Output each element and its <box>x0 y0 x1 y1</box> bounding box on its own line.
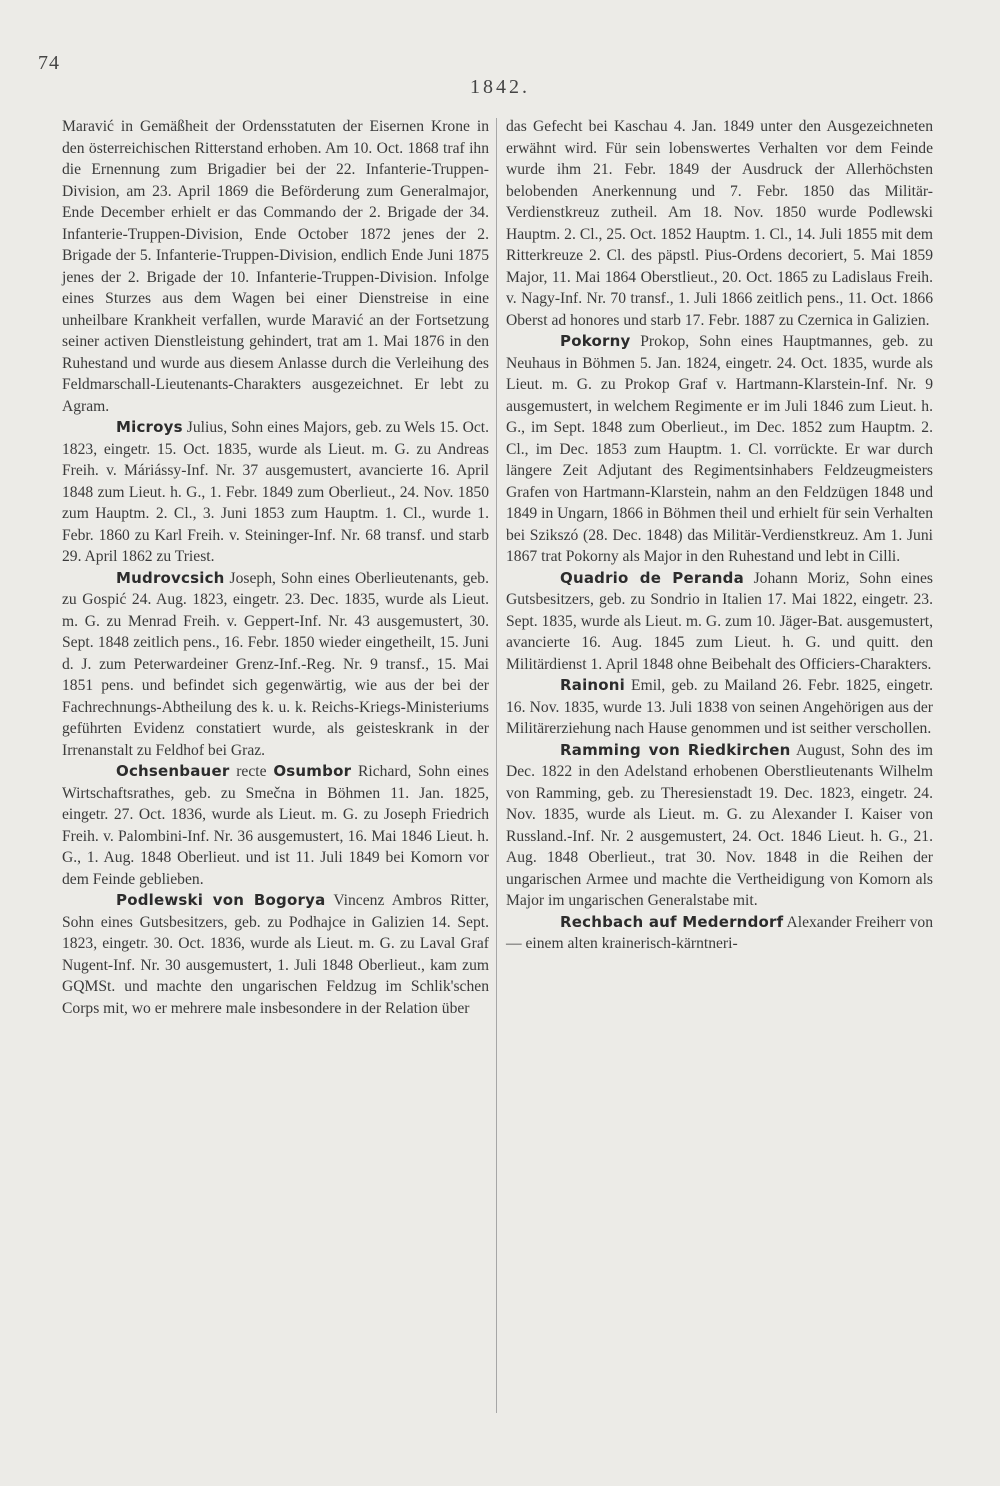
entry-text: August, Sohn des im Dec. 1822 in den Adelstand erhobenen Oberstlieutenants Wilhelm von Ramming, geb. zu Theresienstadt 19. Dec. 1823, eingetr. 24. Nov. 1835, wurde als Lieut. m. G. zu Alexander I. Kaiser von Russland.-Inf. Nr. 2 ausgemustert, 24. Oct. 1846 Lieut. h. G., 21. Aug. 1848 Oberlieut., trat 30. Nov. 1848 in die Reihen der ungarischen Armee und machte die Vertheidigung von Komorn als Major im ungarischen Generalstabe mit. <box>506 741 933 909</box>
biography-entry <box>506 675 933 740</box>
entry-name: Ramming von Riedkirchen <box>560 740 791 759</box>
entry-alias-name: Osumbor <box>273 762 352 780</box>
running-head-year: 1842. <box>470 76 530 98</box>
biography-entry <box>506 912 933 955</box>
entry-name: Ochsenbauer <box>116 762 230 780</box>
entry-name: Mudrovcsich <box>116 568 225 587</box>
entry-text: Emil, geb. zu Mailand 26. Febr. 1825, eingetr. 16. Nov. 1835, wurde 13. Juli 1838 von seinen Angehörigen aus der Militärerziehung nach Hause genommen und ist seither verschollen. <box>506 677 933 737</box>
entry-name: Quadrio de Peranda <box>560 568 744 587</box>
entry-text: Prokop, Sohn eines Hauptmannes, geb. zu Neuhaus in Böhmen 5. Jan. 1824, eingetr. 24. Oct. 1835, wurde als Lieut. m. G. zu Prokop Graf v. Hartmann-Klarstein-Inf. Nr. 9 ausgemustert, in welchem Regimente er im Juli 1846 zum Lieut. h. G., im Sept. 1848 zum Oberlieut., im Dec. 1852 zum Hauptm. 2. Cl., im Dec. 1853 zum Hauptm. 1. Cl. vorrückte. Er war durch längere Zeit Adjutant des Regimentsinhabers Feldzeugmeisters Grafen von Hartmann-Klarstein, nahm an den Feldzügen 1848 und 1849 in Ungarn, 1866 in Böhmen theil und erhielt für sein Verhalten bei Szikszó (28. Dec. 1848) das Militär-Verdienstkreuz. Am 1. Juni 1867 trat Pokorny als Major in den Ruhestand und lebt in Cilli. <box>506 333 933 565</box>
entry-text: Johann Moriz, Sohn eines Gutsbesitzers, geb. zu Sondrio in Italien 17. Mai 1822, eingetr. 23. Sept. 1835, wurde als Lieut. m. G. zum 10. Jäger-Bat. ausgemustert, avancierte 16. Aug. 1845 zum Lieut. h. G. und quitt. den Militärdienst 1. April 1848 ohne Beibehalt des Officiers-Charakters. <box>506 569 933 673</box>
left-column <box>62 116 489 1019</box>
paragraph-continuation <box>62 116 489 417</box>
paragraph-continuation <box>506 116 933 331</box>
biography-entry <box>506 740 933 912</box>
entry-name-connector: recte <box>229 763 274 780</box>
biography-entry <box>62 890 489 1019</box>
biography-entry <box>62 568 489 762</box>
entry-text: Julius, Sohn eines Majors, geb. zu Wels 15. Oct. 1823, eingetr. 15. Oct. 1835, wurde als Lieut. m. G. zu Andreas Freih. v. Máriássy-Inf. Nr. 37 ausgemustert, avancierte 16. April 1848 zum Lieut. h. G., 1. Febr. 1849 zum Oberlieut., 24. Nov. 1850 zum Hauptm. 2. Cl., 3. Juni 1853 zum Hauptm. 1. Cl., wurde 1. Febr. 1860 zu Karl Freih. v. Steininger-Inf. Nr. 68 transf. und starb 29. April 1862 zu Triest. <box>62 419 489 565</box>
entry-name: Rainoni <box>560 676 626 694</box>
paragraph-text: Maravić in Gemäßheit der Ordensstatuten der Eisernen Krone in den österreichischen Ritterstand erhoben. Am 10. Oct. 1868 traf ihn die Ernennung zum Brigadier bei der 22. Infanterie-Truppen-Division, am 23. April 1869 die Beförderung zum Generalmajor, Ende December erhielt er das Commando der 2. Brigade der 34. Infanterie-Truppen-Division, Ende October 1872 jenes der 2. Brigade der 5. Infanterie-Truppen-Division, endlich Ende Juni 1875 jenes der 2. Brigade der 10. Infanterie-Truppen-Division. Infolge eines Sturzes aus dem Wagen bei einer Dienstreise in eine unheilbare Krankheit verfallen, wurde Maravić an der Fortsetzung seiner activen Dienstleistung gehindert, trat am 1. Mai 1876 in den Ruhestand und wurde aus diesem Anlasse durch die Verleihung des Feldmarschall-Lieutenants-Charakters ausgezeichnet. Er lebt zu Agram. <box>62 118 489 415</box>
page-number: 74 <box>38 52 60 74</box>
entry-text: Alexander Freiherr von — einem alten krainerisch-kärntneri- <box>506 913 934 952</box>
column-divider <box>496 118 497 1413</box>
entry-text: Joseph, Sohn eines Oberlieutenants, geb. zu Gospić 24. Aug. 1823, eingetr. 23. Dec. 1835, wurde als Lieut. m. G. zu Menrad Freih. v. Geppert-Inf. Nr. 43 ausgemustert, 30. Sept. 1848 zeitlich pens., 16. Febr. 1850 wieder eingetheilt, 15. Juni d. J. zum Peterwardeiner Grenz-Inf.-Reg. Nr. 9 transf., 15. Mai 1851 pens. und befindet sich gegenwärtig, wie aus der bei der Fachrechnungs-Abtheilung des k. u. k. Reichs-Kriegs-Ministeriums geführten Evidenz constatiert wurde, als geisteskrank in der Irrenanstalt zu Feldhof bei Graz. <box>62 569 489 759</box>
entry-name: Pokorny <box>560 332 631 350</box>
entry-name: Rechbach auf Mederndorf <box>560 912 784 931</box>
entry-name: Podlewski von Bogorya <box>116 891 326 909</box>
biography-entry <box>506 568 933 676</box>
biography-entry <box>506 331 933 568</box>
entry-text: Vincenz Ambros Ritter, Sohn eines Gutsbesitzers, geb. zu Podhajce in Galizien 14. Sept. 1823, eingetr. 30. Oct. 1836, wurde als Lieut. m. G. zu Laval Graf Nugent-Inf. Nr. 30 ausgemustert, 1. Juli 1848 Oberlieut., kam zum GQMSt. und machte den ungarischen Feldzug im Schlik'schen Corps mit, wo er mehrere male insbesondere in der Relation über <box>62 892 489 1017</box>
entry-name: Microys <box>116 418 183 436</box>
entry-text: Richard, Sohn eines Wirtschaftsrathes, geb. zu Smečna in Böhmen 11. Jan. 1825, eingetr. 27. Oct. 1836, wurde als Lieut. m. G. zu Joseph Friedrich Freih. v. Palombini-Inf. Nr. 36 ausgemustert, 16. Mai 1846 Lieut. h. G., 1. Aug. 1848 Oberlieut. und ist 11. Juli 1849 bei Komorn vor dem Feinde geblieben. <box>62 763 489 888</box>
biography-entry <box>62 417 489 568</box>
paragraph-text: das Gefecht bei Kaschau 4. Jan. 1849 unter den Ausgezeichneten erwähnt wird. Für sein lobenswertes Verhalten vor dem Feinde wurde ihm 21. Febr. 1849 der Ausdruck der Allerhöchsten belobenden Anerkennung und 7. Febr. 1850 das Militär-Verdienstkreuz zutheil. Am 18. Nov. 1850 wurde Podlewski Hauptm. 2. Cl., 25. Oct. 1852 Hauptm. 1. Cl., 14. Juli 1855 mit dem Ritterkreuze 2. Cl. des päpstl. Pius-Ordens decoriert, 5. Mai 1859 Major, 11. Mai 1864 Oberstlieut., 20. Oct. 1865 zu Ladislaus Freih. v. Nagy-Inf. Nr. 70 transf., 1. Juli 1866 zeitlich pens., 11. Oct. 1866 Oberst ad honores und starb 17. Febr. 1887 zu Czernica in Galizien. <box>506 118 933 329</box>
biography-entry <box>62 761 489 890</box>
right-column <box>506 116 933 955</box>
